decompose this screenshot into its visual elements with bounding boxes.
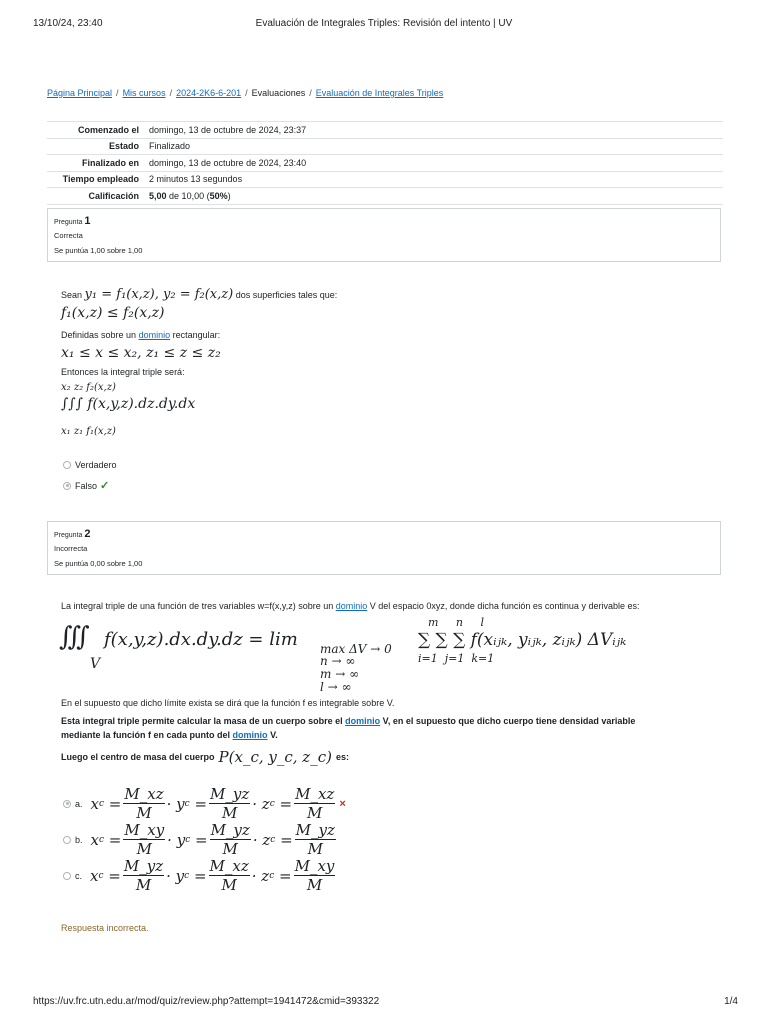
frac-denominator: M — [221, 804, 238, 822]
print-footer — [0, 996, 768, 1010]
q2-domain-link-1[interactable]: dominio — [335, 601, 368, 611]
q2-option-letter: b. — [75, 834, 83, 845]
frac-denominator: M — [306, 876, 323, 894]
q1-option-verdadero[interactable] — [63, 460, 117, 470]
question-grade: Se puntúa 0,00 sobre 1,00 — [54, 559, 143, 568]
summary-row — [47, 138, 723, 155]
q2-line-3 — [61, 716, 635, 726]
summary-key: Estado — [47, 138, 145, 155]
q2-eq-point: P(x_c, y_c, z_c) — [218, 748, 332, 766]
question-number — [54, 528, 714, 540]
grade-of: de 10,00 ( — [169, 190, 210, 201]
frac-numerator: M_xy — [294, 857, 335, 875]
breadcrumb-separator: / — [245, 88, 248, 98]
question-label: Pregunta — [54, 532, 83, 539]
summary-value: Finalizado — [145, 138, 723, 155]
frac-numerator: M_xz — [124, 785, 164, 803]
frac-denominator: M — [307, 840, 323, 858]
q2-option-c-formula: x c = $\frac{M\_yz}{M}$ · y c = $\frac{M\_xz}{M}$ · z c = $\frac{M\_xy}{M}$ — [90, 857, 335, 894]
print-page-number: 1/4 — [724, 996, 738, 1007]
q1-option-falso[interactable] — [63, 479, 109, 492]
q2-domain-link-3[interactable]: dominio — [345, 716, 381, 726]
question-grade: Se puntúa 1,00 sobre 1,00 — [54, 246, 143, 255]
frac-denominator: M — [307, 804, 323, 822]
q2-text3-post: V, en el supuesto que dicho cuerpo tiene densidad variable — [382, 716, 636, 726]
grade-close: ) — [227, 190, 231, 201]
q2-text4-pre: mediante la función f en cada punto del — [61, 730, 231, 740]
print-date: 13/10/24, 23:40 — [33, 18, 103, 29]
q2-text1-post: V del espacio 0xyz, donde dicha función es continua y derivable es: — [369, 601, 640, 611]
q2-line-4 — [61, 730, 278, 740]
q1-line-surfaces — [61, 287, 337, 302]
q1-text-integral: Entonces la integral triple será: — [61, 367, 185, 377]
frac-denominator: M — [135, 876, 152, 894]
q2-domain-link-4[interactable]: dominio — [232, 730, 268, 740]
q2-text1-pre: La integral triple de una función de tres variables w=f(x,y,z) sobre un — [61, 601, 334, 611]
print-url: https://uv.frc.utn.edu.ar/mod/quiz/review.php?attempt=1941472&cmid=393322 — [33, 996, 380, 1007]
q2-eq-region: V — [90, 656, 101, 672]
print-title: Evaluación de Integrales Triples: Revisión del intento | UV — [255, 18, 513, 29]
q2-eq-lim-sub: max ΔV → 0 — [320, 642, 392, 656]
radio-button[interactable] — [63, 836, 71, 844]
q2-option-b-formula: x c = $\frac{M\_xy}{M}$ · y c = $\frac{M\_yz}{M}$ · z c = $\frac{M\_yz}{M}$ — [90, 821, 335, 858]
q1-eq-domain: x₁ ≤ x ≤ x₂, z₁ ≤ z ≤ z₂ — [61, 345, 221, 361]
frac-denominator: M — [136, 804, 152, 822]
breadcrumb-my-courses[interactable]: Mis cursos — [122, 88, 166, 98]
q1-line-domain — [61, 330, 220, 340]
frac-denominator: M — [136, 840, 152, 858]
frac-numerator: M_xy — [124, 821, 165, 839]
question-state: Correcta — [54, 231, 83, 240]
frac-numerator: M_yz — [210, 785, 250, 803]
q2-option-b[interactable] — [63, 821, 338, 858]
q1-domain-link[interactable]: dominio — [138, 330, 171, 340]
grade-value — [145, 188, 723, 205]
grade-score: 5,00 — [149, 190, 167, 201]
q1-option-label: Verdadero — [75, 460, 117, 470]
radio-button[interactable] — [63, 461, 71, 469]
summary-row — [47, 155, 723, 172]
q2-option-c[interactable] — [63, 857, 337, 894]
q2-option-a[interactable] — [63, 785, 346, 822]
q2-eq-lim-m: m → ∞ — [320, 667, 360, 681]
summary-row — [47, 122, 723, 139]
q1-eq-lower-limits: x₁ z₁ f₁(x,z) — [61, 426, 116, 437]
breadcrumb-quiz[interactable]: Evaluación de Integrales Triples — [315, 88, 444, 98]
radio-button[interactable] — [63, 872, 71, 880]
q2-text5: Luego el centro de masa del cuerpo — [61, 752, 215, 762]
q1-text-domain-pre: Definidas sobre un — [61, 330, 137, 340]
summary-value: 2 minutos 13 segundos — [145, 171, 723, 188]
breadcrumb-separator: / — [116, 88, 119, 98]
grade-label: Calificación — [47, 188, 145, 205]
question-state: Incorrecta — [54, 544, 88, 553]
breadcrumb-course[interactable]: 2024-2K6-6-201 — [176, 88, 242, 98]
question-2-info — [47, 521, 721, 575]
q1-eq-upper-limits: x₂ z₂ f₂(x,z) — [61, 382, 116, 393]
q2-eq-triple-integral: ∭ — [59, 622, 90, 652]
frac-numerator: M_xz — [295, 785, 335, 803]
breadcrumb-evaluations: Evaluaciones — [251, 88, 306, 98]
q2-option-a-formula: x c = $\frac{M\_xz}{M}$ · y c = $\frac{M\_yz}{M}$ · z c = $\frac{M\_xz}{M}$ — [90, 785, 335, 822]
summary-key: Comenzado el — [47, 122, 145, 139]
q2-feedback: Respuesta incorrecta. — [61, 923, 149, 933]
question-number-value: 2 — [84, 528, 91, 540]
q1-eq-integral: ∫∫∫ f(x,y,z).dz.dy.dx — [61, 396, 196, 412]
q2-eq-sum-top: m n l — [428, 616, 484, 629]
summary-key: Tiempo empleado — [47, 171, 145, 188]
breadcrumb — [47, 88, 443, 98]
breadcrumb-separator: / — [309, 88, 312, 98]
question-number-value: 1 — [84, 215, 91, 227]
incorrect-cross-icon: × — [339, 797, 346, 810]
summary-key: Finalizado en — [47, 155, 145, 172]
summary-value: domingo, 13 de octubre de 2024, 23:40 — [145, 155, 723, 172]
q2-option-letter: c. — [75, 870, 83, 881]
q1-eq-surfaces: y₁ = f₁(x,z), y₂ = f₂(x,z) — [84, 287, 234, 302]
correct-check-icon: ✓ — [100, 480, 110, 492]
summary-value: domingo, 13 de octubre de 2024, 23:37 — [145, 122, 723, 139]
radio-button-checked[interactable] — [63, 482, 71, 490]
q2-eq-sum-bottom: i=1 j=1 k=1 — [418, 652, 495, 665]
q1-eq-inequality: f₁(x,z) ≤ f₂(x,z) — [61, 305, 165, 321]
attempt-summary-table — [47, 121, 723, 205]
q2-line-1 — [61, 601, 639, 611]
q2-line-5 — [61, 748, 349, 766]
q1-option-label: Falso — [75, 480, 98, 491]
frac-denominator: M — [222, 840, 238, 858]
q2-text3-pre: Esta integral triple permite calcular la masa de un cuerpo sobre el — [61, 716, 343, 726]
radio-button-checked[interactable] — [63, 800, 71, 808]
q2-eq-main: f(x,y,z).dx.dy.dz = lim — [104, 629, 298, 650]
q1-text-surfaces: dos superficies tales que: — [235, 290, 338, 300]
q1-text-domain-post: rectangular: — [172, 330, 221, 340]
q2-text4-post: V. — [270, 730, 278, 740]
frac-numerator: M_yz — [210, 821, 250, 839]
q2-eq-lim-n: n → ∞ — [320, 654, 356, 668]
frac-numerator: M_xz — [209, 857, 249, 875]
q1-text-sean: Sean — [61, 290, 83, 300]
question-number — [54, 215, 714, 227]
q2-text5-post: es: — [335, 752, 349, 762]
print-header — [0, 18, 768, 32]
q2-eq-lim-l: l → ∞ — [320, 680, 352, 694]
grade-percent: 50% — [209, 190, 228, 201]
breadcrumb-home[interactable]: Página Principal — [47, 88, 113, 98]
frac-denominator: M — [221, 876, 237, 894]
question-label: Pregunta — [54, 219, 83, 226]
frac-numerator: M_yz — [123, 857, 164, 875]
q2-eq-sum: ∑ ∑ ∑ f(xᵢⱼₖ, yᵢⱼₖ, zᵢⱼₖ) ΔVᵢⱼₖ — [418, 630, 627, 650]
q2-text2: En el supuesto que dicho límite exista se dirá que la función f es integrable sobre V. — [61, 698, 395, 708]
breadcrumb-separator: / — [169, 88, 173, 98]
q2-option-letter: a. — [75, 798, 83, 809]
summary-row-grade — [47, 188, 723, 205]
frac-numerator: M_yz — [295, 821, 335, 839]
summary-row — [47, 171, 723, 188]
question-1-info — [47, 208, 721, 262]
